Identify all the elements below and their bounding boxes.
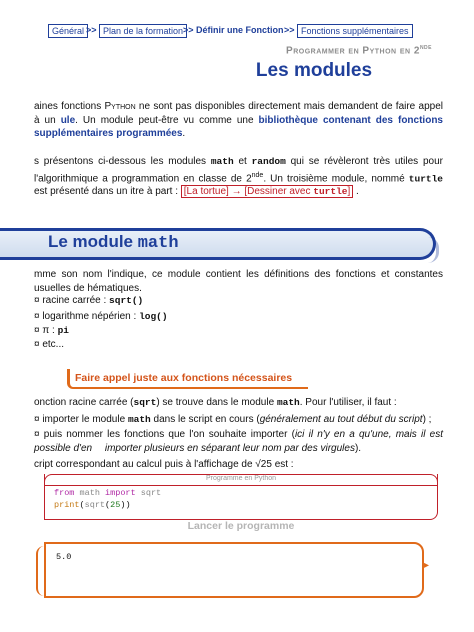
page-subtitle: Programmer en Python en 2nde bbox=[286, 44, 432, 57]
output-text: 5.0 bbox=[56, 552, 72, 562]
code-block-label: Programme en Python bbox=[205, 475, 277, 482]
list-item: ¤ importer le module math dans le script en cours (généralement au tout début du script) ; bbox=[34, 414, 432, 425]
subsection-paragraph: onction racine carrée (sqrt) se trouve dans le module math. Pour l'utiliser, il faut : bbox=[34, 397, 397, 408]
output-arrow-icon: ▸ bbox=[424, 560, 430, 571]
crumb-plan[interactable]: Plan de la formation bbox=[99, 24, 187, 38]
intro-paragraph-1: aines fonctions Python ne sont pas disponibles directement mais demandent de faire appel à un ule. Un module peut-être vu comme une bibliothèque contenant des fonctions supplémentaires programmées. bbox=[34, 101, 443, 139]
script-intro: cript correspondant au calcul puis à l'affichage de √25 est : bbox=[34, 459, 294, 470]
output-console bbox=[44, 542, 424, 598]
list-item: ¤ puis nommer les fonctions que l'on souhaite importer (ici il n'y en a qu'une, mais il est possible d'en importer plusieurs en séparant leur nom par des virgules). bbox=[34, 429, 443, 454]
breadcrumb bbox=[0, 22, 474, 42]
page-title: Les modules bbox=[255, 60, 373, 81]
subsection-heading-title: Faire appel juste aux fonctions nécessaires bbox=[75, 372, 293, 384]
crumb-separator: >> bbox=[183, 25, 194, 35]
crumb-definir[interactable]: Définir une Fonction bbox=[196, 25, 284, 35]
crumb-fonctions-supp[interactable]: Fonctions supplémentaires bbox=[297, 24, 413, 38]
turtle-link[interactable]: [La tortue] → [Dessiner avec turtle] bbox=[181, 185, 354, 198]
list-item: ¤ logarithme népérien : log() bbox=[34, 311, 168, 322]
crumb-separator: >> bbox=[86, 25, 97, 35]
run-program-button[interactable]: Lancer le programme bbox=[187, 520, 295, 532]
module-heading-title: Le module math bbox=[48, 232, 179, 253]
list-item: ¤ racine carrée : sqrt() bbox=[34, 295, 144, 306]
crumb-separator: >> bbox=[284, 25, 295, 35]
intro-paragraph-2: s présentons ci-dessous les modules math et random qui se révèleront très utiles pour l'algorithmique a programmation en classe de 2nde. Un troisième module, nommé turtle est présenté dans un itre à part : [La tortue] → [Dessiner avec turtle] . bbox=[34, 156, 444, 198]
module-description: mme son nom l'indique, ce module contient les définitions des fonctions et constantes usuelles de hématiques. bbox=[34, 269, 443, 294]
code-line: from math import sqrt bbox=[54, 488, 162, 498]
crumb-general[interactable]: Général bbox=[48, 24, 88, 38]
code-line: print(sqrt(25)) bbox=[54, 500, 131, 510]
list-item: ¤ π : pi bbox=[34, 325, 69, 336]
list-item: ¤ etc... bbox=[34, 339, 65, 350]
output-frame-left bbox=[36, 546, 44, 596]
